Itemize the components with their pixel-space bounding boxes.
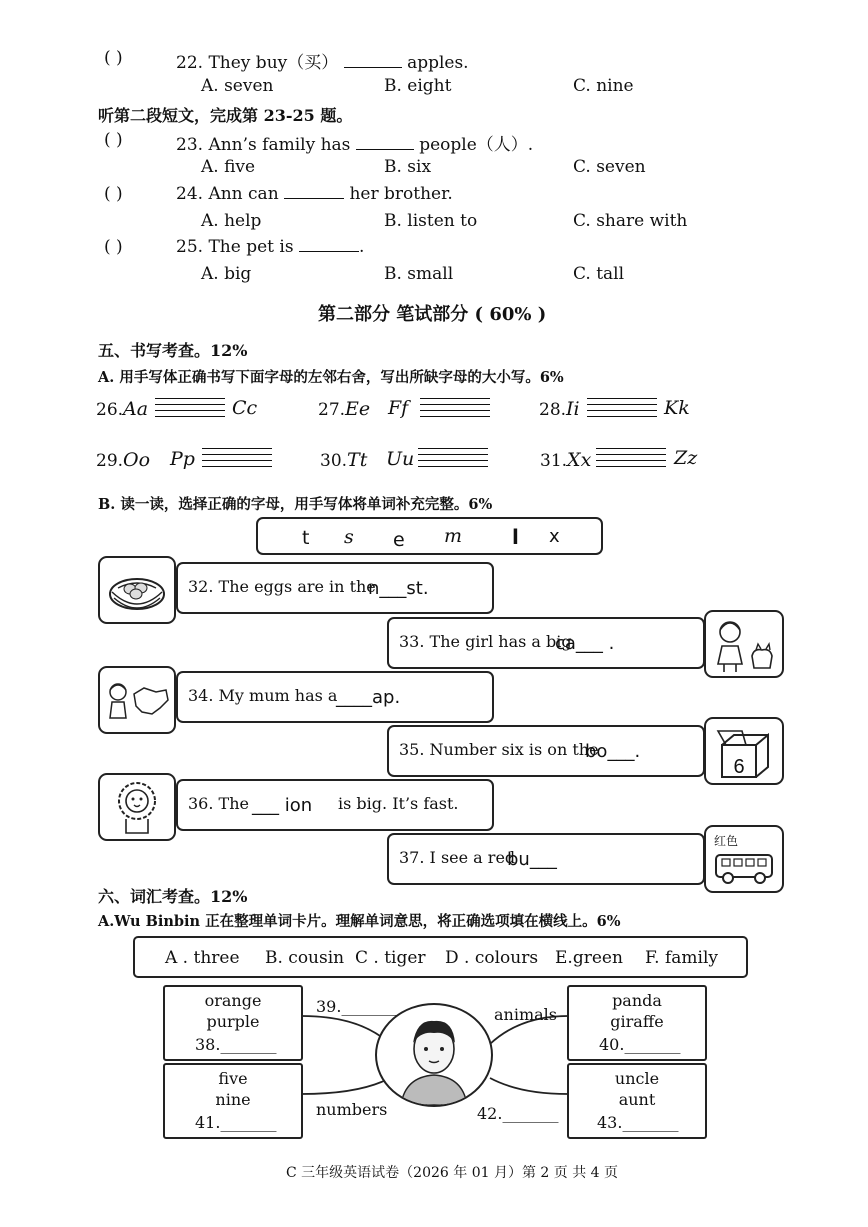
q30-writing-lines[interactable]: [418, 448, 488, 468]
page-footer: C 三年级英语试卷（2026 年 01 月）第 2 页 共 4 页: [286, 1165, 619, 1181]
card-38-word2: purple: [206, 1012, 260, 1031]
q25-option-a[interactable]: A. big: [201, 264, 252, 284]
q29-letter-b: Pp: [170, 448, 195, 470]
q23-option-a[interactable]: A. five: [201, 157, 256, 177]
card-41-word2: nine: [215, 1090, 251, 1109]
q31-letter-a: Xx: [567, 449, 592, 471]
q37-word[interactable]: bu___: [507, 849, 557, 870]
nest-icon: [100, 558, 174, 622]
q32-text: 32. The eggs are in the: [188, 577, 376, 596]
q31-letter-b: Zz: [674, 447, 698, 469]
q34-sentence-box: [176, 671, 494, 723]
q31-num: 31.: [540, 451, 568, 471]
lion-picture: [98, 773, 176, 841]
card-43-word1: uncle: [614, 1069, 660, 1088]
boy-icon: [377, 1005, 491, 1105]
letter-bank-e: e: [393, 529, 405, 551]
q34-text: 34. My mum has a: [188, 686, 338, 705]
box-icon: [706, 719, 782, 783]
letter-bank-m: m: [444, 525, 463, 547]
q22-stem: [176, 48, 469, 73]
q24-stem: [176, 184, 453, 204]
label-numbers: numbers: [316, 1100, 388, 1119]
q33-sentence-box: [387, 617, 705, 669]
q35-word[interactable]: bo___.: [585, 741, 641, 762]
q25-blank[interactable]: [299, 250, 359, 252]
q23-option-b[interactable]: B. six: [384, 157, 432, 177]
option-a: A . three: [165, 948, 240, 968]
q30-letter-b: Uu: [386, 448, 415, 470]
option-c: C . tiger: [355, 948, 426, 968]
q22-option-a[interactable]: A. seven: [201, 76, 274, 96]
q36-post: is big. It’s fast.: [338, 794, 459, 813]
q23-num: 23.: [176, 135, 204, 155]
option-b: B. cousin: [265, 948, 345, 968]
letter-bank-t: t: [302, 527, 310, 549]
card-40-word2: giraffe: [610, 1012, 664, 1031]
q29-letter-a: Oo: [123, 449, 151, 471]
section5-title: 五、书写考查。12%: [98, 341, 248, 360]
q26-letter-a: Aa: [123, 398, 149, 420]
card-40-blank[interactable]: 40._______: [599, 1035, 681, 1054]
q25-stem: [176, 237, 364, 257]
card-43: [567, 1063, 707, 1139]
q30-label: [320, 449, 367, 471]
card-40: [567, 985, 707, 1061]
q23-post: people（人）.: [419, 135, 534, 155]
bus-color-label: 红色: [714, 834, 739, 848]
options-box: [133, 936, 748, 978]
blank-39[interactable]: 39._______: [316, 997, 398, 1016]
letter-bank: [256, 517, 603, 555]
option-d: D . colours: [445, 948, 539, 968]
letter-bank-x: x: [549, 526, 560, 547]
nest-picture: [98, 556, 176, 624]
q31-writing-lines[interactable]: [596, 448, 666, 468]
q25-post: .: [358, 237, 365, 257]
q24-option-c[interactable]: C. share with: [573, 211, 688, 231]
q35-sentence-box: [387, 725, 705, 777]
section5b-instruction: B. 读一读，选择正确的字母，用手写体将单词补充完整。6%: [98, 496, 493, 513]
q23-stem: [176, 130, 533, 155]
blank-42[interactable]: 42._______: [477, 1104, 559, 1123]
section6-title: 六、词汇考查。12%: [98, 887, 248, 906]
q22-blank[interactable]: [344, 66, 402, 68]
q28-label: [539, 398, 580, 420]
option-e: E.green: [555, 948, 623, 968]
q23-pre: Ann’s family has: [208, 135, 351, 155]
q25-option-c[interactable]: C. tall: [573, 264, 625, 284]
box-numeral: 6: [733, 756, 745, 778]
q35-text: 35. Number six is on the: [399, 740, 599, 759]
section6a-instruction: A.Wu Binbin 正在整理单词卡片。理解单词意思，将正确选项填在横线上。6%: [98, 913, 621, 930]
q28-writing-lines[interactable]: [587, 398, 657, 418]
q22-pre: They buy（买）: [208, 53, 339, 73]
section-instruction-23-25: 听第二段短文，完成第 23-25 题。: [98, 106, 353, 125]
q32-word[interactable]: n___st.: [368, 578, 429, 599]
q26-label: [96, 398, 148, 420]
q24-paren[interactable]: ( ): [104, 184, 123, 204]
q27-num: 27.: [318, 400, 346, 420]
card-38: [163, 985, 303, 1061]
q22-num: 22.: [176, 53, 204, 73]
q36-text: 36. The: [188, 794, 249, 813]
q23-option-c[interactable]: C. seven: [573, 157, 646, 177]
q27-letter-a: Ee: [345, 398, 371, 420]
q28-letter-b: Kk: [664, 397, 690, 419]
q23-blank[interactable]: [356, 148, 414, 150]
q22-option-c[interactable]: C. nine: [573, 76, 634, 96]
q28-num: 28.: [539, 400, 567, 420]
q25-paren[interactable]: ( ): [104, 237, 123, 257]
letter-bank-s: s: [344, 526, 354, 548]
q29-writing-lines[interactable]: [202, 448, 272, 468]
q33-word[interactable]: ca___ .: [555, 633, 615, 654]
card-38-word1: orange: [204, 991, 262, 1010]
q26-letter-b: Cc: [232, 397, 258, 419]
q30-letter-a: Tt: [347, 449, 368, 471]
section5a-instruction: A. 用手写体正确书写下面字母的左邻右舍，写出所缺字母的大小写。6%: [98, 369, 564, 386]
q24-blank[interactable]: [284, 197, 344, 199]
q22-paren[interactable]: ( ): [104, 48, 123, 68]
q26-num: 26.: [96, 400, 124, 420]
q23-paren[interactable]: ( ): [104, 130, 123, 150]
map-icon: [100, 668, 174, 732]
q24-pre: Ann can: [208, 184, 279, 204]
boy-portrait: [375, 1003, 493, 1107]
option-f: F. family: [645, 948, 718, 968]
q24-option-a[interactable]: A. help: [201, 211, 262, 231]
letter-bank-l: l: [512, 525, 519, 549]
q24-num: 24.: [176, 184, 204, 204]
card-43-blank[interactable]: 43._______: [597, 1113, 679, 1132]
q36-word[interactable]: ___ ion: [252, 795, 313, 816]
q28-letter-a: Ii: [566, 398, 580, 420]
label-animals: animals: [494, 1005, 557, 1024]
q27-label: [318, 398, 370, 420]
q34-word[interactable]: ____ap.: [336, 687, 401, 708]
q29-num: 29.: [96, 451, 124, 471]
girl-cat-picture: [704, 610, 784, 678]
lion-icon: [100, 775, 174, 839]
q30-num: 30.: [320, 451, 348, 471]
q26-writing-lines[interactable]: [155, 398, 225, 418]
q31-label: [540, 449, 591, 471]
q37-sentence-box: [387, 833, 705, 885]
bus-picture: [704, 825, 784, 893]
card-41-blank[interactable]: 41._______: [195, 1113, 277, 1132]
q24-option-b[interactable]: B. listen to: [384, 211, 478, 231]
card-40-word1: panda: [612, 991, 662, 1010]
card-43-word2: aunt: [618, 1090, 656, 1109]
q24-post: her brother.: [349, 184, 453, 204]
q22-option-b[interactable]: B. eight: [384, 76, 452, 96]
q25-num: 25.: [176, 237, 204, 257]
card-41-word1: five: [218, 1069, 248, 1088]
girl-cat-icon: [706, 612, 782, 676]
q22-post: apples.: [407, 53, 469, 73]
q27-letter-b: Ff: [388, 397, 409, 419]
q25-option-b[interactable]: B. small: [384, 264, 454, 284]
q33-text: 33. The girl has a big: [399, 632, 572, 651]
box-picture: [704, 717, 784, 785]
q36-sentence-box: [176, 779, 494, 831]
q27-writing-lines[interactable]: [420, 398, 490, 418]
part2-title: 第二部分 笔试部分 ( 60% ): [318, 304, 547, 325]
q25-pre: The pet is: [208, 237, 294, 257]
card-38-blank[interactable]: 38._______: [195, 1035, 277, 1054]
q29-label: [96, 449, 150, 471]
map-picture: [98, 666, 176, 734]
q32-sentence-box: [176, 562, 494, 614]
q37-text: 37. I see a red: [399, 848, 516, 867]
card-41: [163, 1063, 303, 1139]
